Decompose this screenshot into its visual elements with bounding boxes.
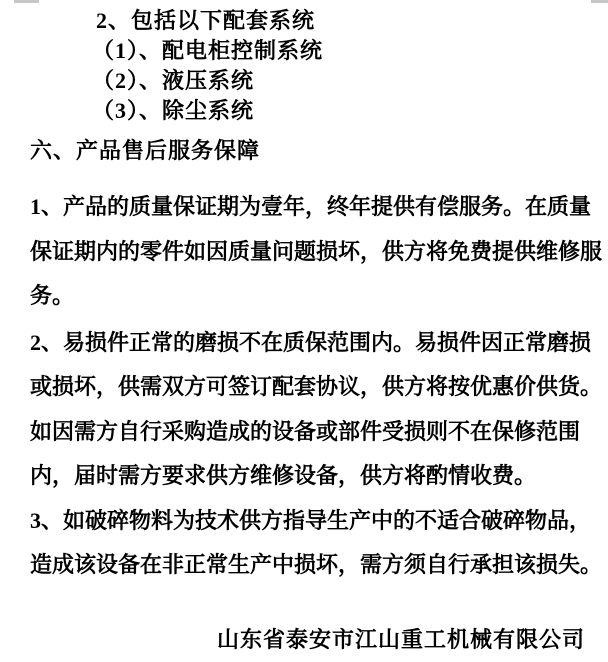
text-line: 务。 [30, 283, 75, 308]
top-left-edge-marker [14, 0, 39, 3]
paragraph-improper-use [30, 499, 603, 588]
section-heading: 六、产品售后服务保障 [30, 138, 261, 163]
paragraph-wear-parts [30, 321, 603, 499]
paragraph-warranty-period [30, 185, 603, 319]
text-line: 或损坏，供需双方可签订配套协议，供方将按优惠价供货。 [30, 374, 603, 399]
list-item-dust-removal: （3）、除尘系统 [92, 98, 255, 123]
list-intro: 2、包括以下配套系统 [96, 8, 316, 33]
text-line: 1、产品的质量保证期为壹年，终年提供有偿服务。在质量 [30, 194, 592, 219]
text-line: 2、易损件正常的磨损不在质保范围内。易损件因正常磨损 [30, 329, 592, 355]
top-right-edge-marker [591, 0, 608, 3]
text-line: 保证期内的零件如因质量问题损坏，供方将免费提供维修服 [30, 238, 603, 264]
text-line: 如因需方自行采购造成的设备或部件受损则不在保修范围 [30, 418, 581, 444]
text-line: 造成该设备在非正常生产中损坏，需方须自行承担该损失。 [30, 552, 603, 577]
text-line: 3、如破碎物料为技术供方指导生产中的不适合破碎物品， [30, 507, 592, 533]
supporting-systems-list [92, 6, 608, 126]
list-item-hydraulic: （2）、液压系统 [92, 68, 255, 93]
list-item-power-cabinet: （1）、配电柜控制系统 [92, 38, 324, 63]
company-signature: 山东省泰安市江山重工机械有限公司 [216, 626, 585, 652]
text-line: 内，届时需方要求供方维修设备，供方将酌情收费。 [30, 463, 537, 488]
